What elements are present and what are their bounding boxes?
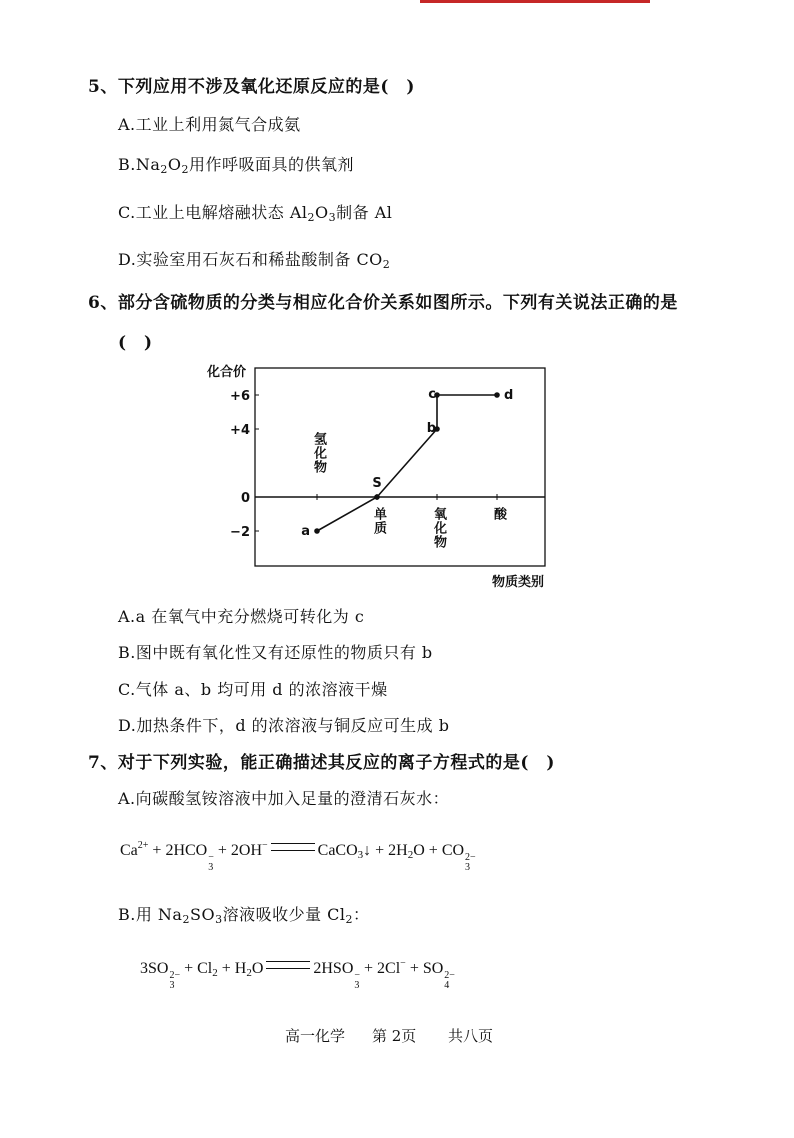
q5-option-a: A.工业上利用氮气合成氨 — [118, 115, 301, 134]
y-axis-label: 化合价 — [207, 365, 247, 380]
equals-sign — [271, 843, 315, 851]
y-tick-label: 0 — [240, 491, 250, 506]
plot-frame — [255, 368, 545, 566]
point-a — [314, 528, 320, 534]
equals-sign — [266, 961, 310, 969]
q7-option-b: B.用 $Na_2SO_3$溶液吸收少量 $Cl_2$： — [118, 905, 370, 926]
q6-answer-paren: ( ) — [118, 333, 153, 353]
point-label-a: a — [301, 524, 310, 539]
category-label: 氧化物 — [431, 507, 446, 549]
q6-option-c: C.气体 a、b 均可用 d 的浓溶液干燥 — [118, 680, 388, 699]
q6-option-d: D.加热条件下，d 的浓溶液与铜反应可生成 b — [118, 716, 450, 735]
y-tick-label: +4 — [230, 423, 250, 438]
q6-option-b: B.图中既有氧化性又有还原性的物质只有 b — [118, 643, 433, 662]
y-tick-label: −2 — [230, 525, 250, 540]
point-d — [494, 392, 500, 398]
point-label-d: d — [504, 388, 514, 403]
point-label-b: b — [426, 421, 436, 436]
valence-series-line — [317, 395, 497, 531]
q7-stem: 7、对于下列实验，能正确描述其反应的离子方程式的是( ) — [88, 753, 555, 773]
point-label-S: S — [372, 476, 382, 491]
category-label: 氢化物 — [311, 432, 326, 474]
q7-equation-b: 3SO 2− 3 + $Cl_2 + H_2O$ 2HSO − 3 + 2Cl− + SO 2− 4 — [140, 958, 455, 991]
q6-stem: 6、部分含硫物质的分类与相应化合价关系如图所示。下列有关说法正确的是 — [88, 293, 678, 313]
scan-mark — [420, 0, 650, 3]
footer-page: 第 2页 — [372, 1027, 417, 1045]
q6-option-a: A.a 在氧气中充分燃烧可转化为 c — [118, 607, 365, 626]
valence-chart-svg — [195, 360, 565, 595]
q5-option-d: D.实验室用石灰石和稀盐酸制备 $CO_2$ — [118, 250, 391, 271]
x-axis-label: 物质类别 — [491, 575, 544, 590]
point-label-c: c — [428, 387, 436, 402]
category-label: 酸 — [491, 507, 506, 521]
q7-equation-a: $Ca^{2+} + 2HCO$ − 3 + 2OH− CaCO$_3$↓ + $2H_2O$ + CO 2− 3 — [120, 840, 476, 873]
point-S — [374, 494, 380, 500]
valence-chart — [195, 360, 565, 595]
category-label: 单质 — [371, 507, 386, 535]
footer-total: 共八页 — [448, 1027, 494, 1045]
y-tick-label: +6 — [230, 389, 250, 404]
q5-option-c: C.工业上电解熔融状态 $Al_2O_3$制备 Al — [118, 203, 393, 224]
q7-option-a: A.向碳酸氢铵溶液中加入足量的澄清石灰水： — [118, 789, 450, 808]
footer-subject: 高一化学 — [285, 1027, 346, 1045]
q5-stem: 5、下列应用不涉及氧化还原反应的是( ) — [88, 77, 415, 97]
q5-option-b: $B.Na_2O_2$用作呼吸面具的供氧剂 — [118, 155, 355, 176]
